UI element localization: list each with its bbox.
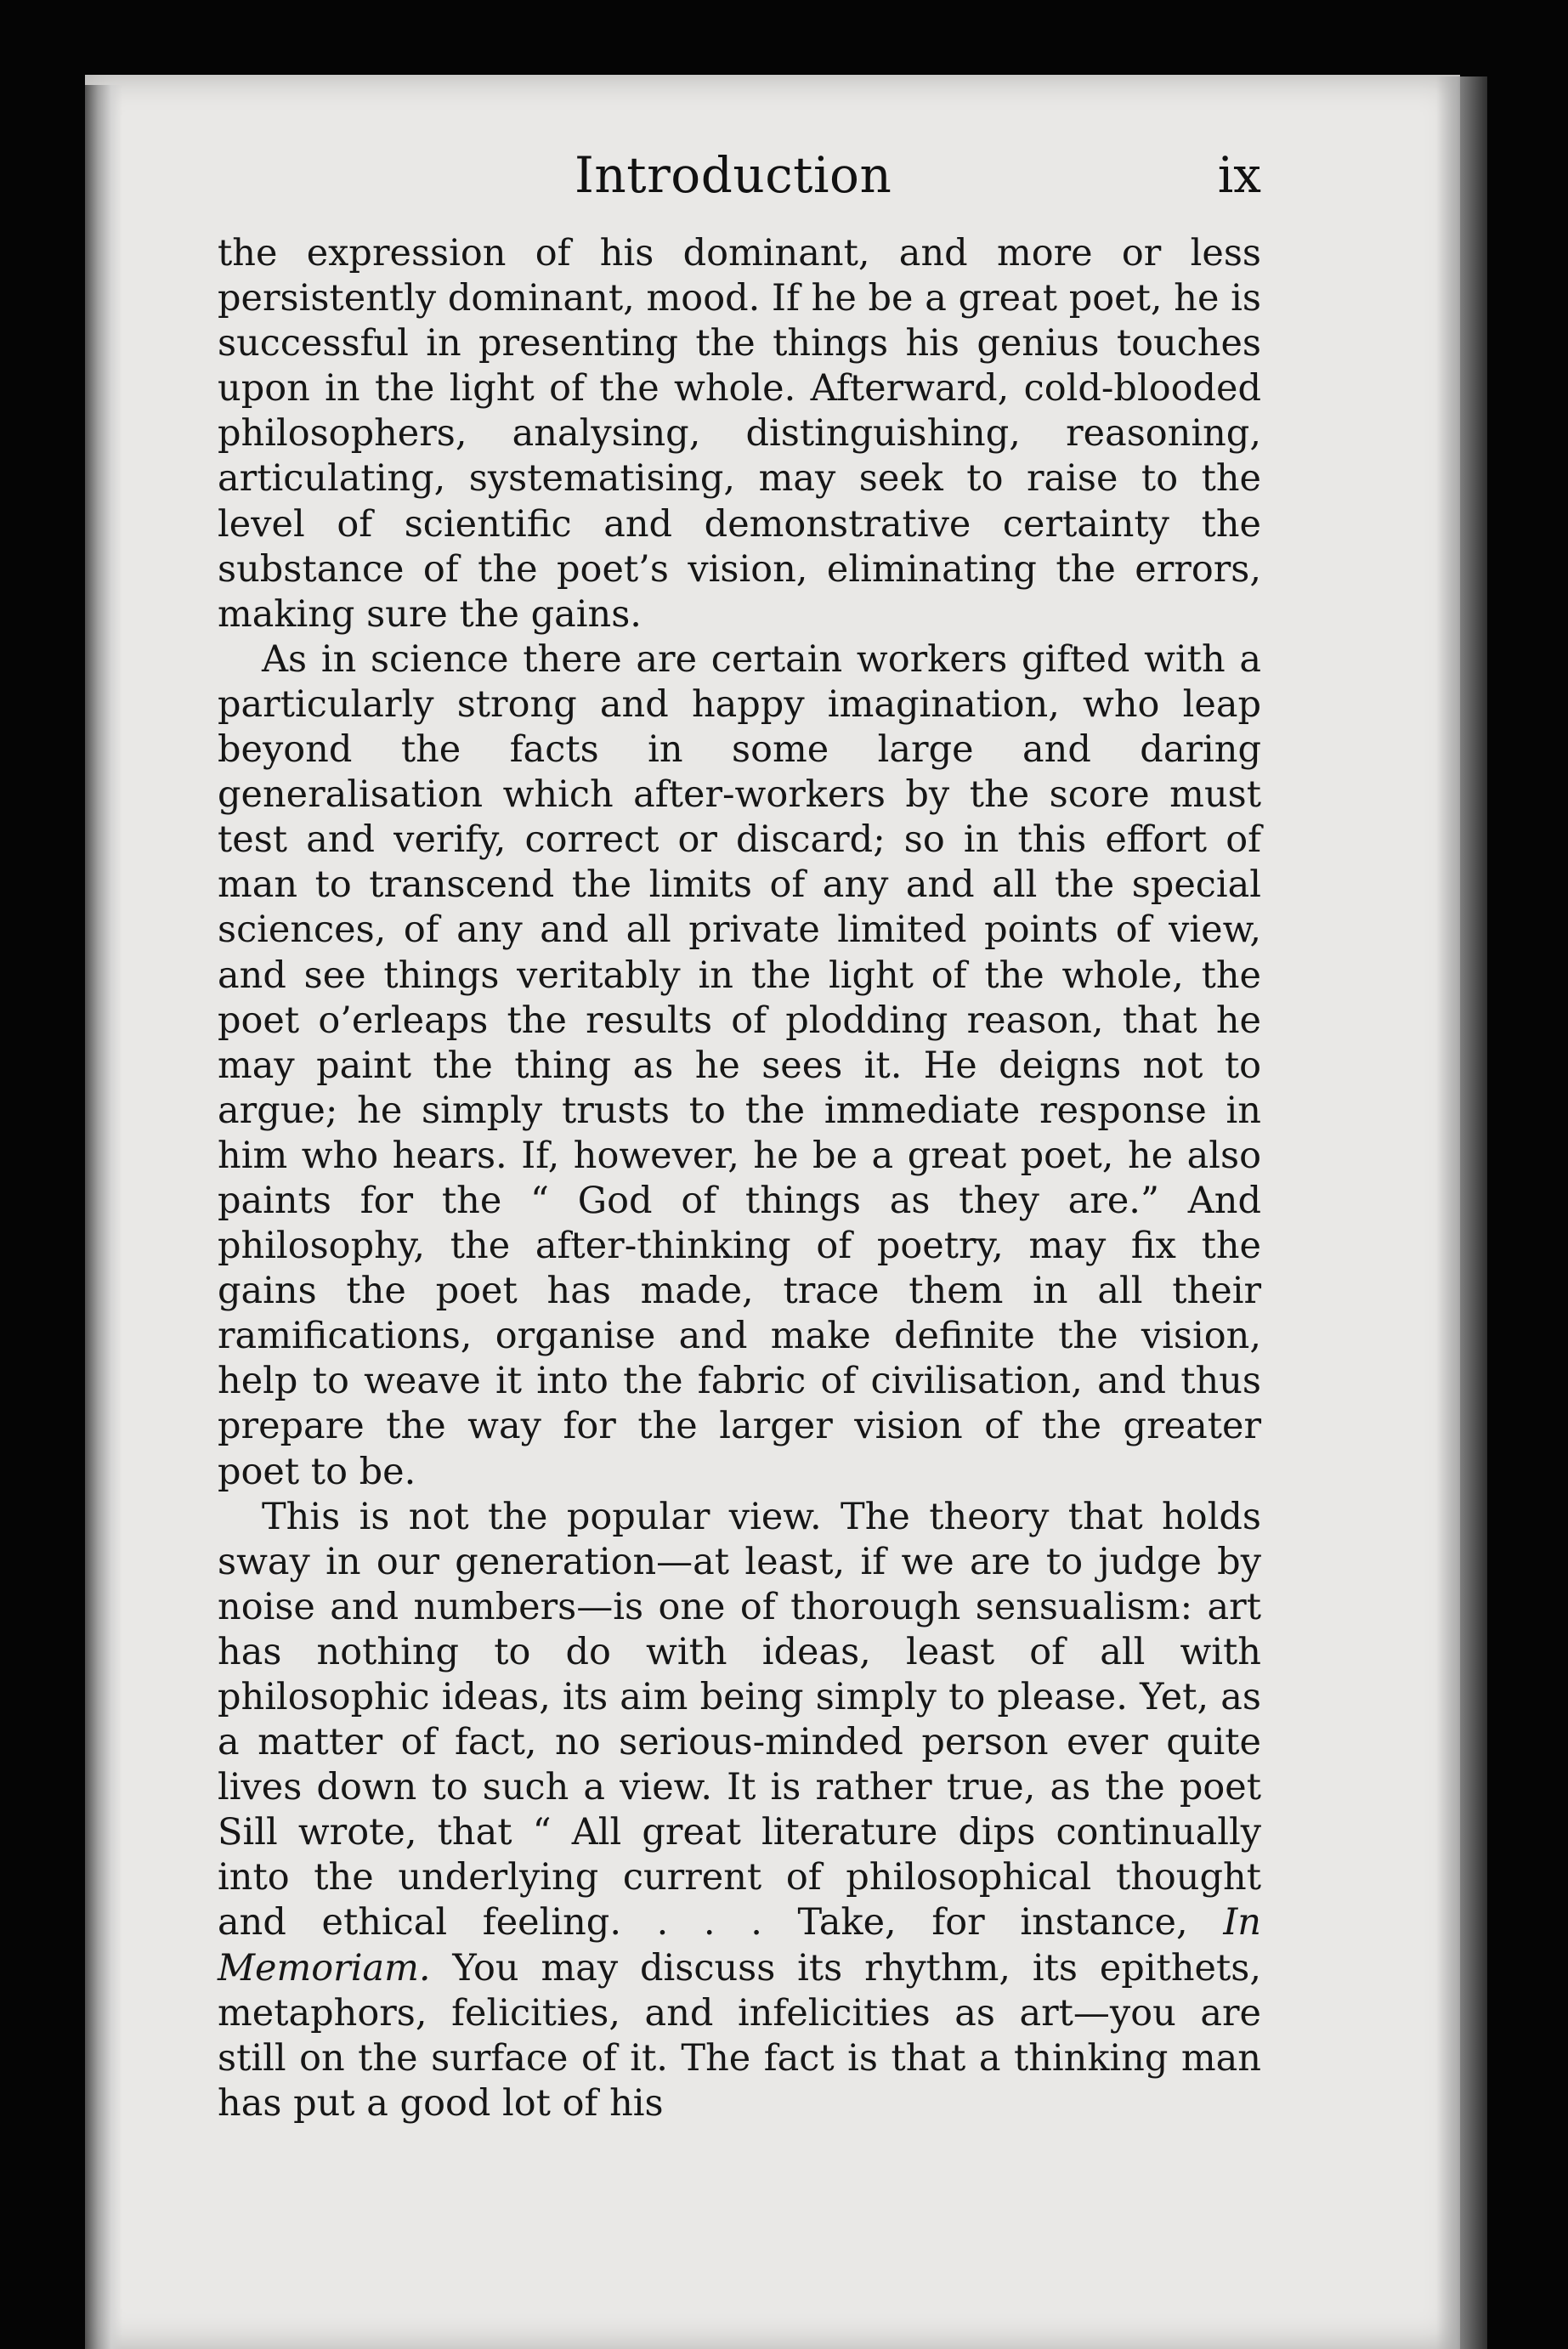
running-header — [218, 136, 1261, 212]
paragraph-2: As in science there are certain workers gifted with a particularly strong and happy imagination, who leap beyond the facts in some large and daring generalisation which after-workers by the score must test and verify, correct or discard; so in this effort of man to transcend the limits of any and all the special sciences, of any and all private limited points of view, and see things veritably in the light of the whole, the poet o’erleaps the results of plodding reason, that he may paint the thing as he sees it. He deigns not to argue; he simply trusts to the immediate response in him who hears. If, however, he be a great poet, he also paints for the “ God of things as they are.” And philosophy, the after-thinking of poetry, may fix the gains the poet has made, trace them in all their ramifications, organise and make definite the vision, help to weave it into the fabric of civilisation, and thus prepare the way for the larger vision of the greater poet to be. — [218, 637, 1261, 1493]
body-text — [218, 231, 1261, 2126]
paragraph-3 — [218, 1495, 1261, 2126]
page-edge-shadow-right — [1436, 76, 1487, 2349]
paragraph-3-italic-title: In Memoriam. — [218, 1901, 1261, 1990]
paragraph-3-text-after: You may discuss its rhythm, its epithets, metaphors, felicities, and infelicities as art—you are still on the surface of it. The fact is that a thinking man has put a good lot of his — [218, 1946, 1261, 2125]
running-title: Introduction — [575, 146, 892, 204]
page-number: ix — [1217, 146, 1261, 204]
page-binding-shadow-left — [85, 85, 122, 2349]
paragraph-3-text-before: This is not the popular view. The theory that holds sway in our generation—at least, if we are to judge by noise and numbers—is one of thorough sensualism: art has nothing to do with ideas, least of all with philosophic ideas, its aim being simply to please. Yet, as a matter of fact, no serious-minded person ever quite lives down to such a view. It is rather true, as the poet Sill wrote, that “ All great literature dips continually into the underlying current of philosophical thought and ethical feeling. . . . Take, for instance, — [218, 1495, 1261, 1944]
paragraph-1: the expression of his dominant, and more or less persistently dominant, mood. If he be a great poet, he is successful in presenting the things his genius touches upon in the light of the whole. Afterward, cold-blooded philosophers, analysing, distinguishing, reasoning, articulating, systematising, may seek to raise to the level of scientific and demonstrative certainty the substance of the poet’s vision, eliminating the errors, making sure the gains. — [218, 232, 1261, 636]
